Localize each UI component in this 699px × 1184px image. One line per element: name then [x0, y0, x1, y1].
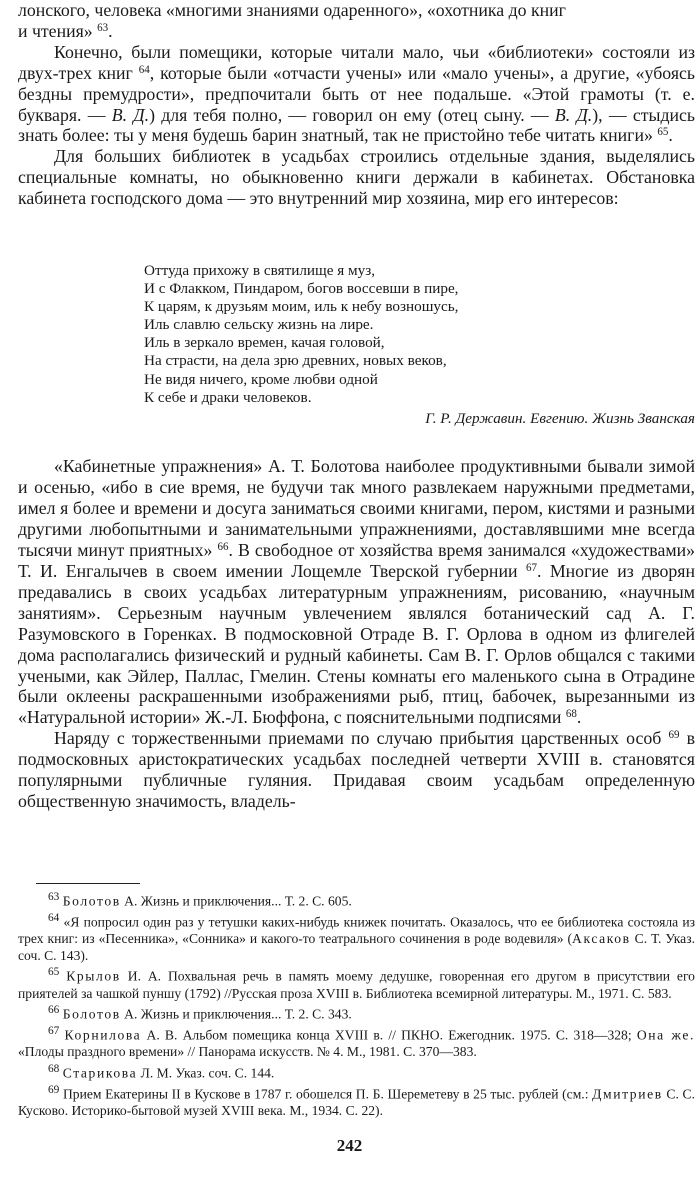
footnote-64: $^{64}$ «Я попросил один раз у тетушки каких-нибудь книжек почитать. Оказалось, что ее библиотека состояла из трех книг: из «Песенника», «Сонника» и какого-то театрального сочинения в роде водевиля» (Аксаков С. Т. Указ. соч. С. 143).	[18, 912, 695, 963]
footnotes	[18, 889, 695, 1120]
footnote-69: $^{69}$ Прием Екатерины II в Кускове в 1787 г. обошелся П. Б. Шереметеву в 25 тыс. рублей (см.: Дмитриев С. С. Кусково. Историко-бытовой музей XVIII века. М., 1934. С. 22).	[18, 1084, 695, 1119]
paragraph: Наряду с торжественными приемами по случаю прибытия царственных особ $^{69}$ в подмосковных аристократических усадьбах последней четверти XVIII в. становятся популярными публичные гуляния. Придавая своим усадьбам определенную общественную значимость, владель-	[18, 728, 696, 812]
footnote-ref: 68	[565, 708, 577, 721]
footnote-63: $^{63}$ Болотов А. Жизнь и приключения... Т. 2. С. 605.	[48, 891, 352, 909]
continued-paragraph: лонского, человека «многими знаниями одаренного», «охотника до книг и чтения» $^{63}$.	[18, 0, 566, 41]
footnote-ref: 63	[97, 21, 109, 34]
poem-attribution: Г. Р. Державин. Евгению. Жизнь Званская	[425, 410, 695, 427]
footnote-67: $^{67}$ Корнилова А. В. Альбом помещика конца XVIII в. // ПКНО. Ежегодник. 1975. С. 318—328; Она же. «Плоды праздного времени» // Панорама искусств. № 4. М., 1981. С. 370—383.	[18, 1025, 696, 1060]
footnote-65: $^{65}$ Крылов И. А. Похвальная речь в память моему дедушке, говоренная его другом в присутствии его приятелей за чашкой пуншу (1792) //Русская проза XVIII в. Библиотека всемирной литературы. М., 1971. С. 583.	[18, 966, 695, 1001]
paragraph: Конечно, были помещики, которые читали мало, чьи «библиотеки» состояли из двух-трех книг $^{64}$, которые были «отчасти учены» или «мало учены», а другие, «убоясь бездны премудрости», предпочитали быть от нее подальше. «Этой грамоты (т. е. букваря. — В. Д.) для тебя полно, — говорил он ему (отец сыну. — В. Д.), — стыдись знать более: ты у меня будешь барин знатный, так не пристойно тебе читать книги» $^{65}$.	[18, 41, 696, 146]
poem-quote	[144, 262, 458, 407]
footnote-ref: 67	[525, 561, 537, 574]
poem-line: К царям, к друзьям моим, иль к небу возношусь,	[144, 298, 459, 316]
paragraph: Для больших библиотек в усадьбах строились отдельные здания, выделялись специальные комнаты, но обыкновенно книги держали в кабинетах. Обстановка кабинета господского дома — это внутренний мир хозяина, мир его интересов:	[18, 146, 695, 209]
footnote-ref: 65	[657, 126, 669, 139]
footnote-divider	[36, 883, 140, 884]
footnote-ref: 64	[138, 63, 150, 76]
footnote-68: $^{68}$ Старикова Л. М. Указ. соч. С. 144.	[48, 1063, 275, 1081]
main-text-bottom	[18, 456, 695, 812]
poem-line: И с Флакком, Пиндаром, богов воссевши в пире,	[144, 280, 459, 298]
footnote-ref: 66	[217, 540, 229, 553]
poem-line: Иль славлю сельску жизнь на лире.	[144, 316, 374, 334]
poem-line: Иль в зеркало времен, качая головой,	[144, 334, 385, 352]
paragraph: «Кабинетные упражнения» А. Т. Болотова наиболее продуктивными бывали зимой и осенью, «ибо в сие время, не будучи так много развлекаем наружными предметами, имел я более и времени и досуга заниматься своими книгами, пером, кистями и разными другими любопытными и занимательными упражнениями, доставлявшими мне всегда тысячи минут приятных» $^{66}$. В свободное от хозяйства время занимался «художествами» Т. И. Енгалычев в своем имении Лощемле Тверской губернии $^{67}$. Многие из дворян предавались в своих усадьбах литературным упражнениям, рисованию, «научным занятиям». Серьезным научным увлечением являлся ботанический сад А. Г. Разумовского в Горенках. В подмосковной Отраде В. Г. Орлова в одном из флигелей дома располагались физический и рудный кабинеты. Сам В. Г. Орлов общался с такими учеными, как Эйлер, Паллас, Гмелин. Стены комнаты его маленького сына в Отрадине были оклеены раскрашенными изображениями рыб, птиц, бабочек, вырезанными из «Натуральной истории» Ж.-Л. Бюффона, с пояснительными подписями $^{68}$.	[18, 456, 695, 728]
page-number: 242	[336, 1136, 363, 1155]
poem-line: Оттуда прихожу в святилище я муз,	[144, 262, 376, 279]
poem-line: К себе и драки человеков.	[144, 388, 312, 406]
footnote-66: $^{66}$ Болотов А. Жизнь и приключения... Т. 2. С. 343.	[48, 1004, 352, 1022]
main-text-top	[18, 0, 695, 209]
footnote-ref: 69	[668, 729, 680, 742]
poem-line: На страсти, на дела зрю древних, новых веков,	[144, 352, 447, 370]
poem-line: Не видя ничего, кроме любви одной	[144, 370, 378, 388]
